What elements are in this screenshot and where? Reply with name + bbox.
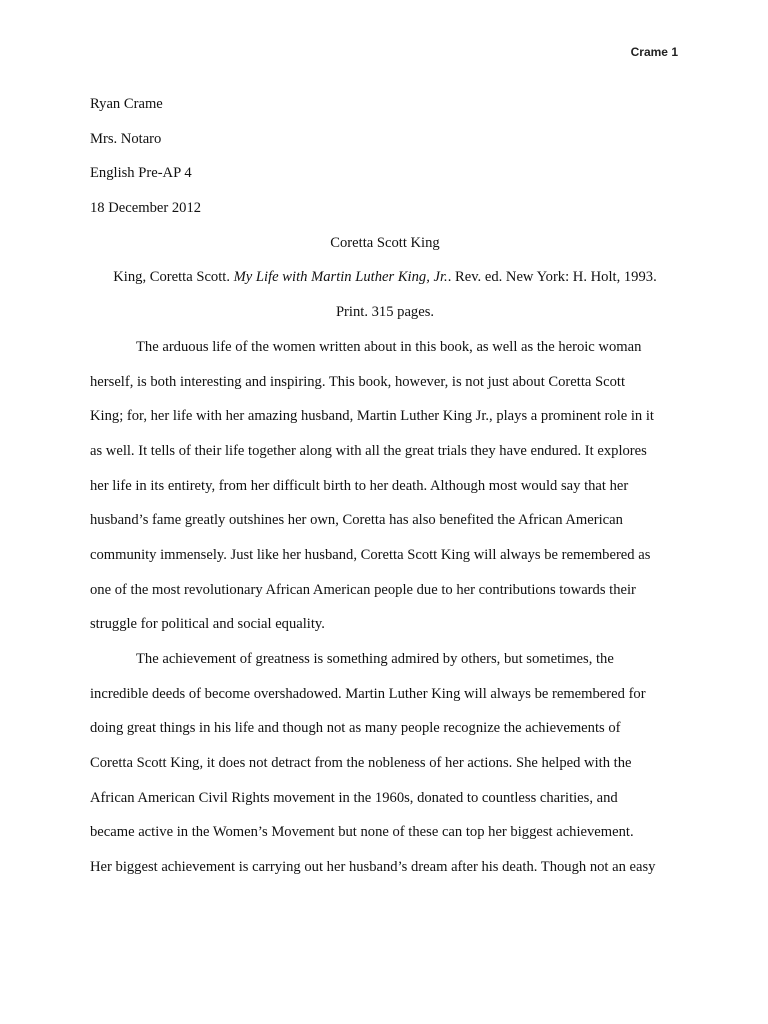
paragraph-line: African American Civil Rights movement in the 1960s, donated to countless charities, and [90,789,618,806]
teacher-name: Mrs. Notaro [90,130,162,147]
student-name: Ryan Crame [90,96,163,112]
paragraph-line: King; for, her life with her amazing husband, Martin Luther King Jr., plays a prominent role in it [90,408,654,425]
citation-line-1 [90,260,680,295]
paragraph-1 [90,330,680,642]
citation-line-2: Print. 315 pages. [335,304,435,321]
essay-title: Coretta Scott King [330,234,440,251]
citation-details: . Rev. ed. New York: H. Holt, 1993. [447,269,657,286]
citation-author: King, Coretta Scott. [113,269,234,286]
paragraph-line: became active in the Women’s Movement but none of these can top her biggest achievement. [90,824,634,841]
paragraph-line: one of the most revolutionary African American people due to her contributions towards their [90,581,636,598]
paragraph-2 [90,642,680,885]
paragraph-line: her life in its entirety, from her difficult birth to her death. Although most would say that her [90,477,629,494]
essay-body [90,87,680,885]
paragraph-line: Her biggest achievement is carrying out her husband’s dream after his death. Though not an easy [90,859,656,876]
paragraph-line: The achievement of greatness is something admired by others, but sometimes, the [136,651,614,667]
paragraph-line: as well. It tells of their life together along with all the great trials they have endured. It explores [90,442,647,459]
paragraph-line: community immensely. Just like her husband, Coretta Scott King will always be remembered as [90,546,651,563]
paragraph-line: herself, is both interesting and inspiring. This book, however, is not just about Coretta Scott [90,373,625,390]
course-name: English Pre-AP 4 [90,165,192,182]
paragraph-line: struggle for political and social equality. [90,616,325,633]
paragraph-line: husband’s fame greatly outshines her own, Coretta has also benefited the African American [90,512,623,529]
paragraph-line: doing great things in his life and though not as many people recognize the achievements of [90,720,621,737]
paragraph-line: The arduous life of the women written about in this book, as well as the heroic woman [136,338,642,355]
essay-date: 18 December 2012 [90,200,202,217]
paragraph-line: Coretta Scott King, it does not detract from the nobleness of her actions. She helped with the [90,755,632,772]
page-header: Crame 1 [630,45,678,59]
citation-book-title: My Life with Martin Luther King, Jr. [233,269,448,286]
paragraph-line: incredible deeds of become overshadowed. Martin Luther King will always be remembered for [90,685,646,702]
